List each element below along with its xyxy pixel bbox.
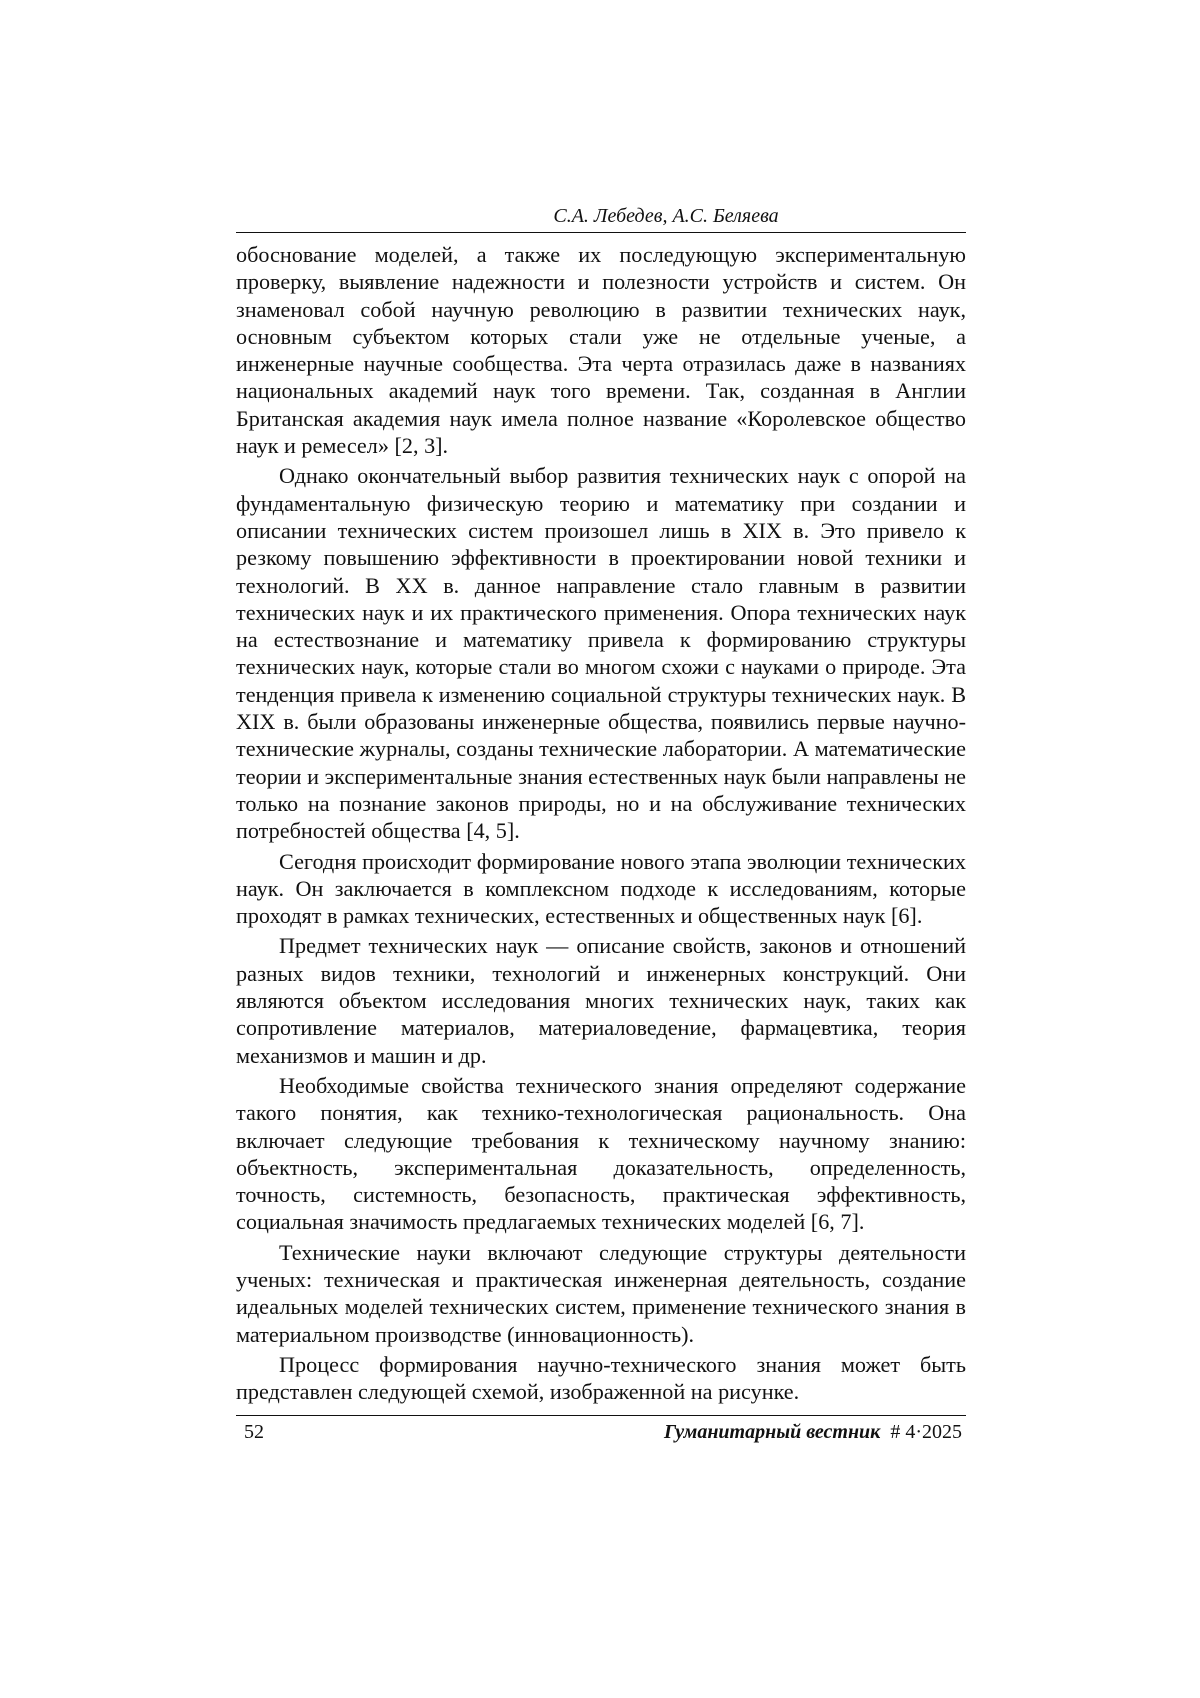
footer-rule <box>236 1415 966 1416</box>
page <box>236 204 966 1444</box>
issue-number: # 4·2025 <box>890 1421 962 1444</box>
paragraph-6: Технические науки включают следующие структуры деятельности ученых: техническая и практическая инженерная деятельность, создание идеальных моделей технических систем, применение технического знания в материальном производстве (инновационность). <box>236 1239 966 1347</box>
journal-title: Гуманитарный вестник <box>664 1421 881 1444</box>
journal-info <box>664 1420 962 1444</box>
running-head-authors: С.А. Лебедев, А.С. Беляева <box>553 205 779 227</box>
paragraph-2: Однако окончательный выбор развития технических наук с опорой на фундаментальную физическую теорию и математику при создании и описании технических систем произошел лишь в XIX в. Это привело к резкому повышению эффективности в проектировании новой техники и технологий. В XX в. данное направление стало главным в развитии технических наук и их практического применения. Опора технических наук на естествознание и математику привела к формированию структуры технических наук, которые стали во многом схожи с науками о природе. Эта тенденция привела к изменению социальной структуры технических наук. В XIX в. были образованы инженерные общества, появились первые научно-технические журналы, созданы технические лаборатории. А математические теории и экспериментальные знания естественных наук были направлены не только на познание законов природы, но и на обслуживание технических потребностей общества [4, 5]. <box>236 463 966 844</box>
article-body <box>236 241 966 1405</box>
paragraph-5: Необходимые свойства технического знания определяют содержание такого понятия, как технико-технологическая рациональность. Она включает следующие требования к техническому научному знанию: объектность, экспериментальная доказательность, определенность, точность, системность, безопасность, практическая эффективность, социальная значимость предлагаемых технических моделей [6, 7]. <box>236 1072 966 1235</box>
paragraph-7: Процесс формирования научно-технического знания может быть представлен следующей схемой, изображенной на рисунке. <box>236 1351 966 1405</box>
paragraph-4: Предмет технических наук — описание свойств, законов и отношений разных видов техники, технологий и инженерных конструкций. Они являются объектом исследования многих технических наук, таких как сопротивление материалов, материаловедение, фармацевтика, теория механизмов и машин и др. <box>236 933 966 1068</box>
page-number: 52 <box>244 1421 264 1444</box>
paragraph-3: Сегодня происходит формирование нового этапа эволюции технических наук. Он заключается в комплексном подходе к исследованиям, которые проходят в рамках технических, естественных и общественных наук [6]. <box>236 848 966 929</box>
paragraph-1: обоснование моделей, а также их последующую экспериментальную проверку, выявление надежности и полезности устройств и систем. Он знаменовал собой научную революцию в развитии технических наук, основным субъектом которых стали уже не отдельные ученые, а инженерные научные сообщества. Эта черта отразилась даже в названиях национальных академий наук того времени. Так, созданная в Англии Британская академия наук имела полное название «Королевское общество наук и ремесел» [2, 3]. <box>236 242 966 459</box>
header-rule <box>236 232 966 233</box>
page-footer <box>236 1420 966 1444</box>
